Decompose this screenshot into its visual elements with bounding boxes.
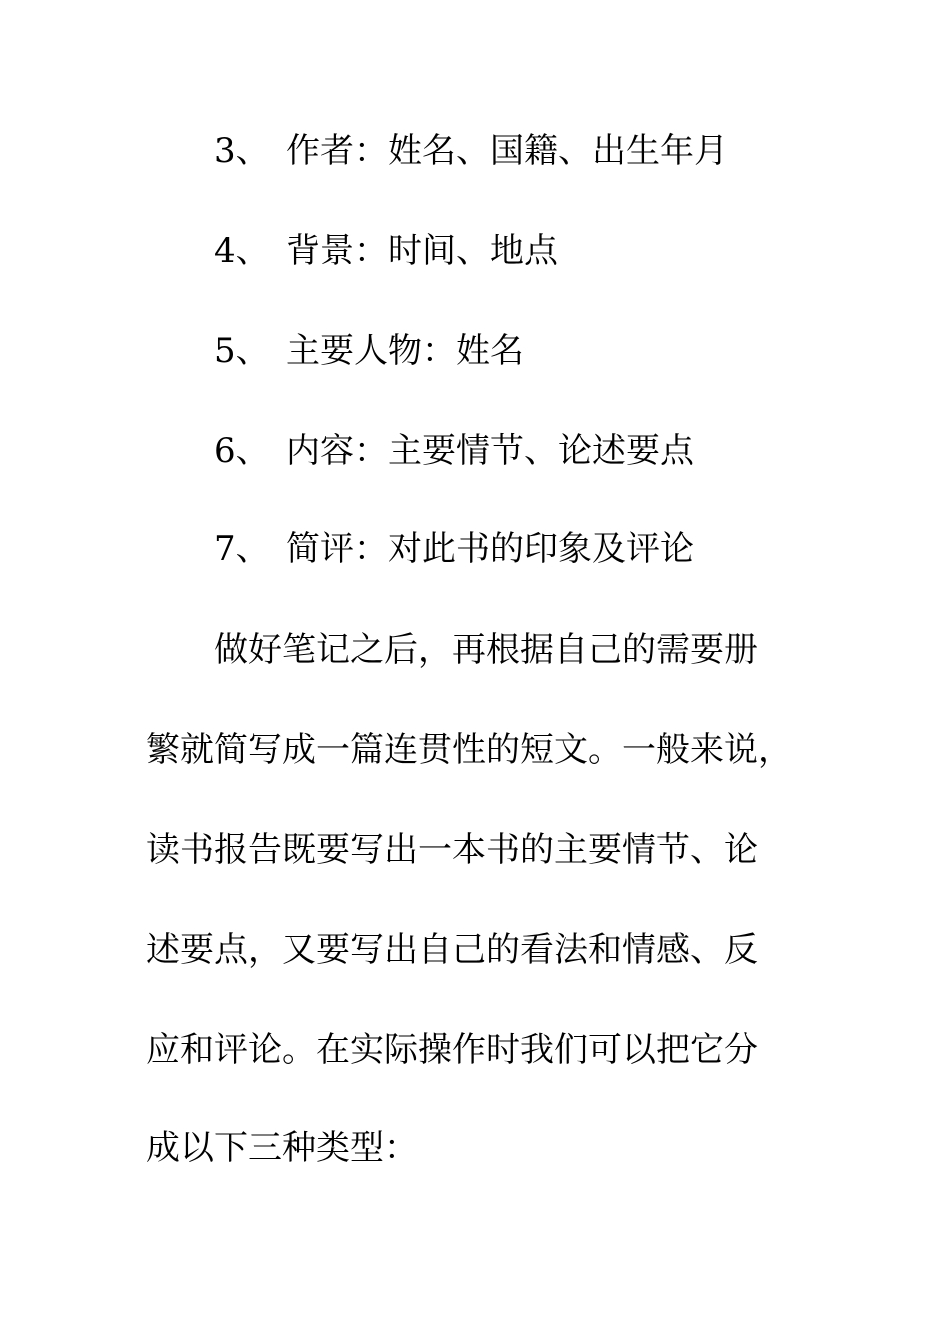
paragraph-line: 应和评论。在实际操作时我们可以把它分 [146, 1030, 758, 1070]
list-text: 作者：姓名、国籍、出生年月 [286, 131, 728, 171]
paragraph-line: 做好笔记之后，再根据自己的需要册 [214, 630, 758, 670]
list-number: 6、 [214, 431, 270, 471]
list-text: 背景：时间、地点 [286, 231, 558, 271]
list-number: 4、 [214, 231, 270, 271]
paragraph-line: 述要点，又要写出自己的看法和情感、反 [146, 930, 758, 970]
list-text: 简评：对此书的印象及评论 [286, 529, 694, 569]
list-item [214, 126, 728, 176]
list-item [214, 426, 694, 476]
paragraph-line: 成以下三种类型： [146, 1128, 418, 1168]
list-text: 内容：主要情节、论述要点 [286, 431, 694, 471]
list-number: 5、 [214, 331, 270, 371]
paragraph-line: 读书报告既要写出一本书的主要情节、论 [146, 830, 758, 870]
list-number: 3、 [214, 131, 270, 171]
list-item [214, 226, 558, 276]
list-item [214, 326, 524, 376]
list-number: 7、 [214, 529, 270, 569]
paragraph-line: 繁就简写成一篇连贯性的短文。一般来说， [146, 730, 792, 770]
list-item [214, 524, 694, 574]
list-text: 主要人物：姓名 [286, 331, 524, 371]
